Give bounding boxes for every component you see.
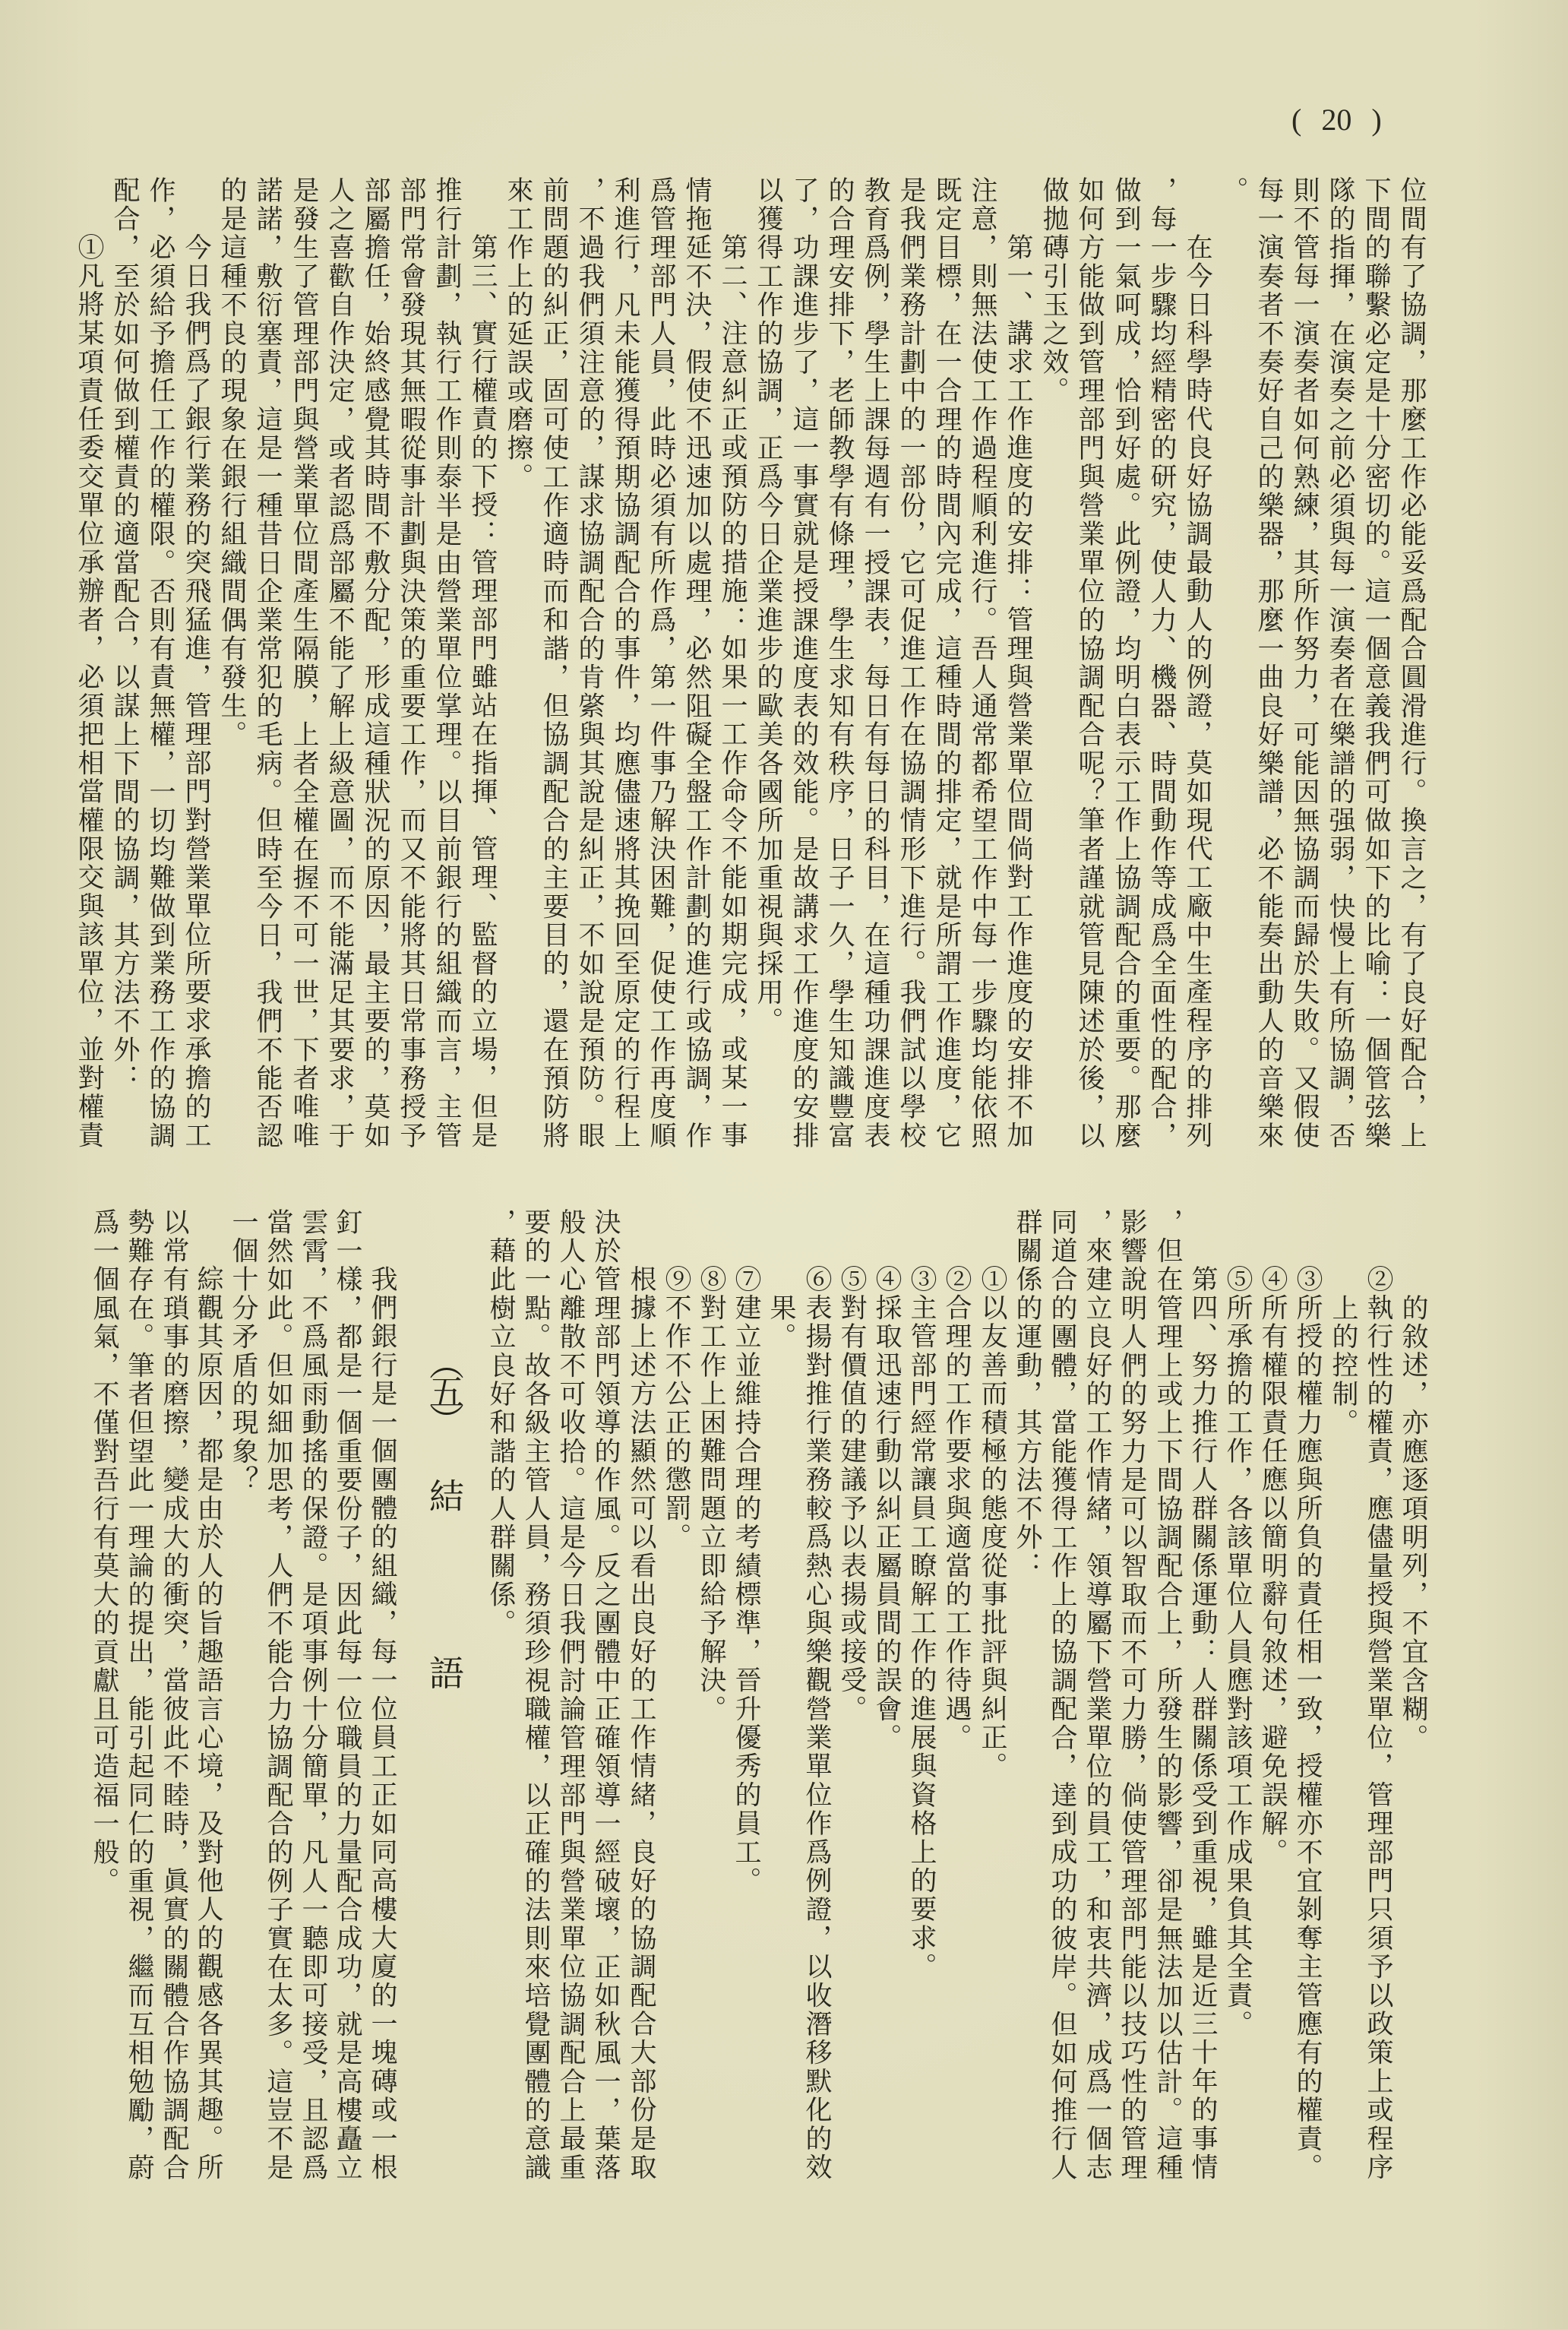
text-column: 教育爲例，學生上課每週有一授課表，每日有每日的科目，在這種功課進度表: [860, 176, 890, 1150]
text-column: 的是這種不良的現象在銀行組織間偶有發生。: [217, 176, 247, 749]
paragraph-start-column: 我們銀行是一個團體的組織，每一位員工正如同高樓大廈的一塊磚或一根: [367, 1265, 397, 2182]
text-column: 推行計劃，執行工作則泰半是由營業單位掌理。以目前銀行的組織而言，主管: [432, 176, 462, 1150]
section-heading-title-char: 結: [424, 1478, 465, 1513]
list-item-column: ③主管部門經常讓員工瞭解工作的進展與資格上的要求。: [906, 1265, 937, 1982]
text-column: 釘一樣，都是一個重要份子，因此每一位職員的力量配合成功，就是高樓矗立: [332, 1208, 362, 2182]
subsection-heading-column: 第二、注意糾正或預防的措施：如果一工作命令不能如期完成，或某一事: [717, 233, 748, 1150]
list-item-column: ⑨不作不公正的懲罰。: [661, 1265, 691, 1552]
text-column: ，來建立良好的工作情緒，領導屬下營業單位的員工，和衷共濟，成爲一個志: [1082, 1208, 1112, 2182]
text-column: 般人心離散不可收拾。這是今日我們討論管理部門與營業單位協調配合上最重: [555, 1208, 586, 2182]
text-column: 上的控制。: [1328, 1294, 1358, 1438]
section-heading-title-char: 語: [424, 1655, 465, 1690]
text-column: ，每一步驟均經精密的研究，使人力、機器、時間動作等成爲全面性的配合，: [1146, 176, 1177, 1150]
paragraph-start-column: 在今日科學時代良好協調最動人的例證，莫如現代工廠中生產程序的排列: [1182, 233, 1212, 1150]
text-column: 爲一個風氣，不僅對吾行有莫大的貢獻且可造福一般。: [89, 1208, 119, 1896]
paragraph-start-column: 今日我們爲了銀行業務的突飛猛進，管理部門對營業單位所要求承擔的工: [181, 233, 211, 1150]
text-column: 每一演奏者不奏好自己的樂器，那麼一曲良好樂譜，必不能奏出動人的音樂來: [1253, 176, 1284, 1150]
list-item-column: ④採取迅速行動以糾正屬員間的誤會。: [871, 1265, 902, 1753]
text-column: 的合理安排下，老師教學有條理，學生求知有秩序，日子一久，學生知識豐富: [824, 176, 855, 1150]
text-column: 隊的指揮，在演奏之前必須與每一演奏者在樂譜的强弱，快慢上有所協調，否: [1325, 176, 1355, 1150]
text-column: 。: [1218, 176, 1248, 205]
top-section: [0, 176, 1568, 1157]
list-item-column: ④所有權限責任應以簡明辭句敘述，避免誤解。: [1257, 1265, 1288, 1868]
text-column: 部門常會發現其無暇從事計劃與決策的重要工作，而又不能將其日常事務授予: [396, 176, 426, 1150]
list-item-column: ⑤所承擔的工作，各該單位人員應對該項工作成果負其全責。: [1222, 1265, 1253, 2039]
subsection-heading-column: 第四、努力推行人群關係運動：人群關係受到重視，雖是近三十年的事情: [1187, 1265, 1218, 2182]
list-item-column: ⑧對工作上困難問題立即給予解決。: [696, 1265, 726, 1724]
text-column: 一個十分矛盾的現象？: [228, 1208, 258, 1495]
text-column: 決於管理部門領導的作風。反之團體中正確領導一經破壞，正如秋風一，葉落: [590, 1208, 621, 2182]
text-column: 注意，則無法使工作過程順利進行。吾人通常都希望工作中每一步驟均能依照: [967, 176, 997, 1150]
text-column: 做到一氣呵成，恰到好處。此例證，均明白表示工作上協調配合的重要。那麼: [1111, 176, 1141, 1150]
text-column: 雲霄，不爲風雨動搖的保證。是項事例十分簡單，凡人一聽即可接受，且認爲: [298, 1208, 328, 2182]
text-column: 同道合的團體，當能獲得工作上的協調配合，達到成功的彼岸。但如何推行人: [1047, 1208, 1077, 2182]
text-column: 當然如此。但如細加思考，人們不能合力協調配合的例子實在太多。這豈不是: [263, 1208, 293, 2182]
text-column: 利進行，凡未能獲得預期協調配合的事件，均應儘速將其挽回至原定的行程上: [610, 176, 640, 1150]
text-column: 果。: [766, 1294, 796, 1352]
text-column: 以常有瑣事的磨擦，變成大的衝突，當彼此不睦時，眞實的關體合作協調配合: [159, 1208, 189, 2182]
list-item-column: ⑦建立並維持合理的考績標準，晉升優秀的員工。: [731, 1265, 761, 1896]
text-column: 影響說明人們的努力是可以智取而不可力勝，倘使管理部門能以技巧性的管理: [1117, 1208, 1147, 2182]
text-column: 前問題的糾正，固可使工作適時而和諧，但協調配合的主要目的，還在預防將: [539, 176, 569, 1150]
text-column: 位間有了協調，那麼工作必能妥爲配合圓滑進行。換言之，有了良好配合，上: [1396, 176, 1427, 1150]
bottom-section: [0, 1208, 1568, 2196]
text-column: ，但在管理上或上下間協調配合上，所發生的影響，卻是無法加以估計。這種: [1152, 1208, 1183, 2182]
text-column: 既定目標，在一合理的時間內完成，這種時間的排定，就是所謂工作進度，它: [931, 176, 962, 1150]
text-column: 以獲得工作的協調，正爲今日企業進步的歐美各國所加重視與採用。: [753, 176, 783, 1036]
list-item-column: ⑥表揚對推行業務較爲熱心與樂觀營業單位作爲例證，以收潛移默化的效: [801, 1265, 832, 2182]
text-column: 勢難存在。筆者但望此一理論的提出，能引起同仁的重視，繼而互相勉勵，蔚: [124, 1208, 154, 2182]
text-column: 部屬擔任，始終感覺其時間不敷分配，形成這種狀況的原因，最主要的，莫如: [360, 176, 390, 1150]
list-item-column: ①以友善而積極的態度從事批評與糾正。: [977, 1265, 1007, 1781]
text-column: 下間的聯繫必定是十分密切的。這一個意義我們可做如下的比喻：一個管弦樂: [1361, 176, 1391, 1150]
text-column: 是發生了管理部門與營業單位間產生隔膜，上者全權在握不可一世，下者唯唯: [289, 176, 319, 1150]
list-item-column: ⑤對有價值的建議予以表揚或接受。: [836, 1265, 867, 1724]
list-item-column: ③所授的權力應與所負的責任相一致，授權亦不宜剝奪主管應有的權責。: [1292, 1265, 1323, 2182]
text-column: 是我們業務計劃中的一部份，它可促進工作在協調情形下進行。我們試以學校: [896, 176, 926, 1150]
subsection-heading-column: 第一、講求工作進度的安排：管理與營業單位間倘對工作進度的安排不加: [1003, 233, 1033, 1150]
text-column: 人之喜歡自作決定，或者認爲部屬不能了解上級意圖，而不能滿足其要求，于: [324, 176, 355, 1150]
text-column: 的敘述，亦應逐項明列，不宜含糊。: [1398, 1294, 1428, 1753]
text-column: 情拖延不決，假使不迅速加以處理，必然阻礙全盤工作計劃的進行或協調，作: [681, 176, 712, 1150]
text-column: 群關係的運動，其方法不外：: [1012, 1208, 1042, 1581]
paragraph-start-column: 綜觀其原因，都是由於人的旨趣語言心境，及對他人的觀感各異其趣。所: [193, 1265, 223, 2182]
text-column: 來工作上的延誤或磨擦。: [503, 176, 533, 492]
text-column: 配合，至於如何做到權責的適當配合，以謀上下間的協調，其方法不外：: [109, 176, 140, 1093]
text-column: ，不過我們須注意的，謀求協調配合的肯綮與其說是糾正，不如說是預防。眼: [574, 176, 605, 1150]
text-column: ，藉此樹立良好和諧的人群關係。: [485, 1208, 516, 1638]
page-number: ( 20 ): [1291, 103, 1382, 137]
text-column: 爲管理部門人員，此時必須有所作爲，第一件事乃解決困難，促使工作再度順: [646, 176, 676, 1150]
text-column: 作，必須給予擔任工作的權限。否則有責無權，一切均難做到業務工作的協調: [145, 176, 175, 1150]
paragraph-start-column: 根據上述方法顯然可以看出良好的工作情緒，良好的協調配合大部份是取: [626, 1265, 656, 2182]
section-heading-number: （五）: [424, 1345, 465, 1432]
subsection-heading-column: 第三、實行權責的下授：管理部門雖站在指揮、管理、監督的立場，但是: [467, 233, 498, 1150]
text-column: 則不管每一演奏者如何熟練，其所作努力，可能因無協調而歸於失敗。又假使: [1289, 176, 1320, 1150]
list-item-column: ②執行性的權責，應儘量授與營業單位，管理部門只須予以政策上或程序: [1363, 1265, 1393, 2182]
text-column: 要的一點。故各級主管人員，務須珍視職權，以正確的法則來培覺團體的意識: [520, 1208, 551, 2182]
text-column: 諾諾，敷衍塞責，這是一種昔日企業常犯的毛病。但時至今日，我們不能否認: [252, 176, 283, 1150]
list-item-column: ①凡將某項責任委交單位承辦者，必須把相當權限交與該單位，並對權責: [74, 233, 104, 1150]
text-column: 了，功課進步了，這一事實就是授課進度表的效能。是故講求工作進度的安排: [789, 176, 819, 1150]
list-item-column: ②合理的工作要求與適當的工作待遇。: [941, 1265, 972, 1753]
text-column: 做拋磚引玉之效。: [1038, 176, 1069, 406]
text-column: 如何方能做到管理部門與營業單位的協調配合呢？筆者謹就管見陳述於後，以: [1074, 176, 1105, 1150]
